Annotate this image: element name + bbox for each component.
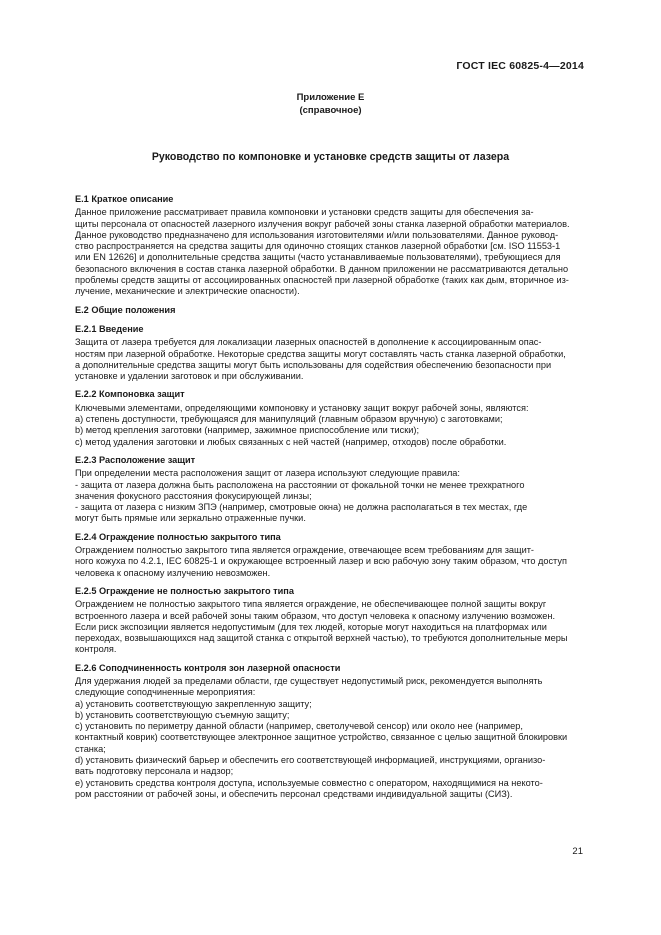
- text-line: переходах, возвышающихся над защитой станка с открытой верхней частью), то требуются дополнительные меры: [75, 633, 568, 644]
- text-line: При определении места расположения защит от лазера используют следующие правила:: [75, 468, 460, 479]
- section-heading-e22: Е.2.2 Компоновка защит: [75, 389, 185, 400]
- annex-note: (справочное): [299, 104, 362, 116]
- text-line: Если риск экспозиции является недопустимым (для тех людей, которые могут находиться на платформах или: [75, 621, 547, 632]
- text-line: Ограждением не полностью закрытого типа является ограждение, не обеспечивающее полной защиты вокруг: [75, 599, 547, 610]
- text-line: человека к опасному излучению невозможен.: [75, 567, 271, 578]
- text-line: Для удержания людей за пределами области, где существует недопустимый риск, рекомендуется выполнять: [75, 675, 543, 686]
- text-line: лучение, механические и электрические опасности).: [75, 286, 300, 297]
- section-heading-e21: Е.2.1 Введение: [75, 323, 144, 334]
- text-line: ностям при лазерной обработке. Некоторые средства защиты могут составлять часть станка лазерной обработки,: [75, 348, 566, 359]
- section-heading-e2: Е.2 Общие положения: [75, 304, 176, 315]
- text-line: а дополнительные средства защиты могут быть использованы для содействия обеспечению безопасности при: [75, 359, 552, 370]
- page-title: Руководство по компоновке и установке средств защиты от лазера: [151, 151, 510, 163]
- section-text-e1: [75, 207, 583, 297]
- annex-heading: [0, 92, 661, 117]
- list-item: d) установить физический барьер и обеспечить его соответствующей информацией, инструкциями, организо-: [75, 755, 546, 766]
- list-item: b) метод крепления заготовки (например, зажимное приспособление или тиски);: [75, 425, 419, 436]
- annex-title: Приложение Е: [296, 92, 365, 103]
- document-body: [75, 194, 583, 800]
- section-text-e22: [75, 403, 583, 448]
- list-item: - защита от лазера должна быть расположена на расстоянии от фокальной точки не менее трехкратного: [75, 479, 525, 490]
- text-line: установке и удалении заготовок и при обслуживании.: [75, 371, 304, 382]
- text-line: щиты персонала от опасностей лазерного излучения вокруг рабочей зоны станка лазерной обработки материалов.: [75, 218, 570, 229]
- text-line: встроенного лазера и всей рабочей зоны таким образом, что доступ человека к опасному излучению возможен.: [75, 610, 556, 621]
- section-heading-e26: Е.2.6 Соподчиненность контроля зон лазерной опасности: [75, 662, 341, 673]
- text-line: контроля.: [75, 644, 117, 655]
- text-line: или EN 12626] и дополнительные средства защиты (часто устанавливаемые пользователями), требующиеся для: [75, 252, 561, 263]
- list-item: а) степень доступности, требующаяся для манипуляций (главным образом вручную) с заготовками;: [75, 414, 503, 425]
- text-line: вать подготовку персонала и надзор;: [75, 766, 234, 777]
- list-item: с) установить по периметру данной области (например, светолучевой сенсор) или около нее (например,: [75, 721, 523, 732]
- text-line: контактный коврик) соответствующее электронное защитное устройство, связанное с целью защитной блокировки: [75, 732, 568, 743]
- text-line: Ключевыми элементами, определяющими компоновку и установку защит вокруг рабочей зоны, являются:: [75, 402, 529, 413]
- page-number: 21: [572, 846, 583, 857]
- text-line: станка;: [75, 743, 106, 754]
- standard-designation: ГОСТ IEC 60825-4—2014: [456, 60, 584, 72]
- text-line: Данное руководство предназначено для использования изготовителями и/или пользователями. Данное руковод-: [75, 229, 559, 240]
- section-text-e23: [75, 468, 583, 524]
- text-line: проблемы средств защиты от ассоциированных опасностей при лазерной обработке (таких как дым, вторичное из-: [75, 275, 569, 286]
- list-item: b) установить соответствующую съемную защиту;: [75, 709, 290, 720]
- text-line: следующие соподчиненные мероприятия:: [75, 687, 256, 698]
- text-line: ство распространяется на средства защиты для одиночно стоящих станков лазерной обработки [см. ISO 11553-1: [75, 241, 561, 252]
- list-item: е) установить средства контроля доступа, используемые совместно с оператором, находящимися на некото-: [75, 777, 543, 788]
- section-heading-e1: Е.1 Краткое описание: [75, 194, 174, 204]
- text-line: Защита от лазера требуется для локализации лазерных опасностей в дополнение к ассоциированным опас-: [75, 337, 542, 348]
- section-heading-e24: Е.2.4 Ограждение полностью закрытого типа: [75, 531, 281, 542]
- section-text-e25: [75, 599, 583, 655]
- list-item: с) метод удаления заготовки и любых связанных с ней частей (например, отходов) после обработки.: [75, 436, 507, 447]
- section-text-e26: [75, 676, 583, 800]
- list-item: - защита от лазера с низким ЗПЭ (например, смотровые окна) не должна располагаться в тех местах, где: [75, 502, 528, 513]
- section-heading-e25: Е.2.5 Ограждение не полностью закрытого типа: [75, 585, 294, 596]
- text-line: ром расстоянии от рабочей зоны, и обеспечить персонал средствами индивидуальной защиты (СИЗ).: [75, 788, 513, 799]
- text-line: могут быть прямые или зеркально отраженные пучки.: [75, 513, 306, 524]
- section-text-e24: [75, 545, 583, 579]
- text-line: безопасного включения в состав станка лазерной обработки. В данном приложении не рассматриваются детально: [75, 263, 569, 274]
- text-line: Данное приложение рассматривает правила компоновки и установки средств защиты для обеспечения за-: [75, 207, 534, 218]
- list-item: а) установить соответствующую закрепленную защиту;: [75, 698, 312, 709]
- text-line: Ограждением полностью закрытого типа является ограждение, отвечающее всем требованиям для защит-: [75, 545, 534, 556]
- section-heading-e23: Е.2.3 Расположение защит: [75, 454, 196, 465]
- section-text-e21: [75, 337, 583, 382]
- text-line: ного кожуха по 4.2.1, IEC 60825-1 и окружающее встроенный лазер и всю рабочую зону таким образом, что доступ: [75, 556, 567, 567]
- text-line: значения фокусного расстояния фокусирующей линзы;: [75, 490, 312, 501]
